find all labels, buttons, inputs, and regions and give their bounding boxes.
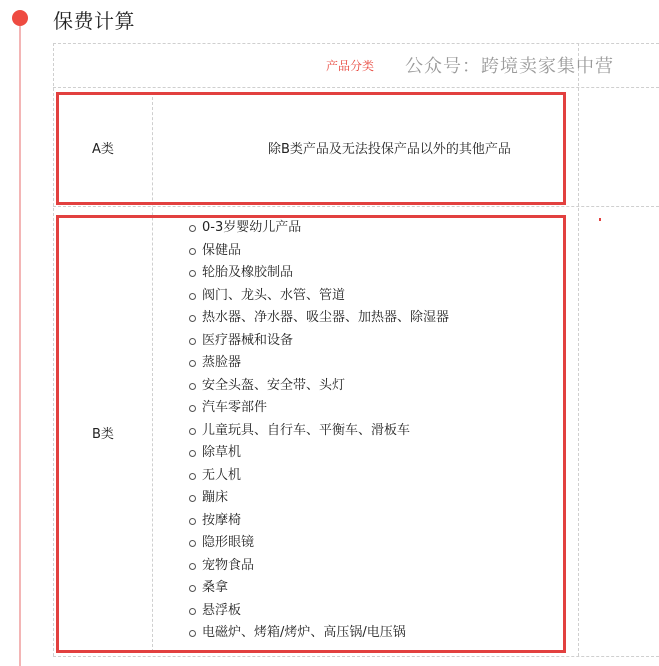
list-item: 汽车零部件 [188,397,449,420]
list-item: 医疗器械和设备 [188,330,449,353]
list-item: 宠物食品 [188,555,449,578]
category-b-label: B类 [92,427,114,442]
list-item: 阀门、龙头、水管、管道 [188,285,449,308]
column-header: 产品分类 [325,59,374,73]
section-title: 保费计算 [53,9,135,33]
list-item: 轮胎及橡胶制品 [188,262,449,285]
list-item: 按摩椅 [188,510,449,533]
list-item: 除草机 [188,442,449,465]
category-a-description: 除B类产品及无法投保产品以外的其他产品 [268,142,511,157]
list-item: 悬浮板 [188,600,449,623]
list-item: 桑拿 [188,577,449,600]
red-mark [599,218,601,221]
watermark: 公众号：跨境卖家集中营 [405,56,614,77]
list-item: 热水器、净水器、吸尘器、加热器、除湿器 [188,307,449,330]
timeline-dot [12,10,28,26]
list-item: 无人机 [188,465,449,488]
list-item: 儿童玩具、自行车、平衡车、滑板车 [188,420,449,443]
list-item: 0-3岁婴幼儿产品 [188,217,449,240]
list-item: 蒸脸器 [188,352,449,375]
category-b-list [188,217,449,645]
list-item: 安全头盔、安全带、头灯 [188,375,449,398]
list-item: 电磁炉、烤箱/烤炉、高压锅/电压锅 [188,622,449,645]
timeline-line [19,26,21,666]
category-a-label: A类 [92,142,114,157]
list-item: 隐形眼镜 [188,532,449,555]
list-item: 保健品 [188,240,449,263]
list-item: 蹦床 [188,487,449,510]
